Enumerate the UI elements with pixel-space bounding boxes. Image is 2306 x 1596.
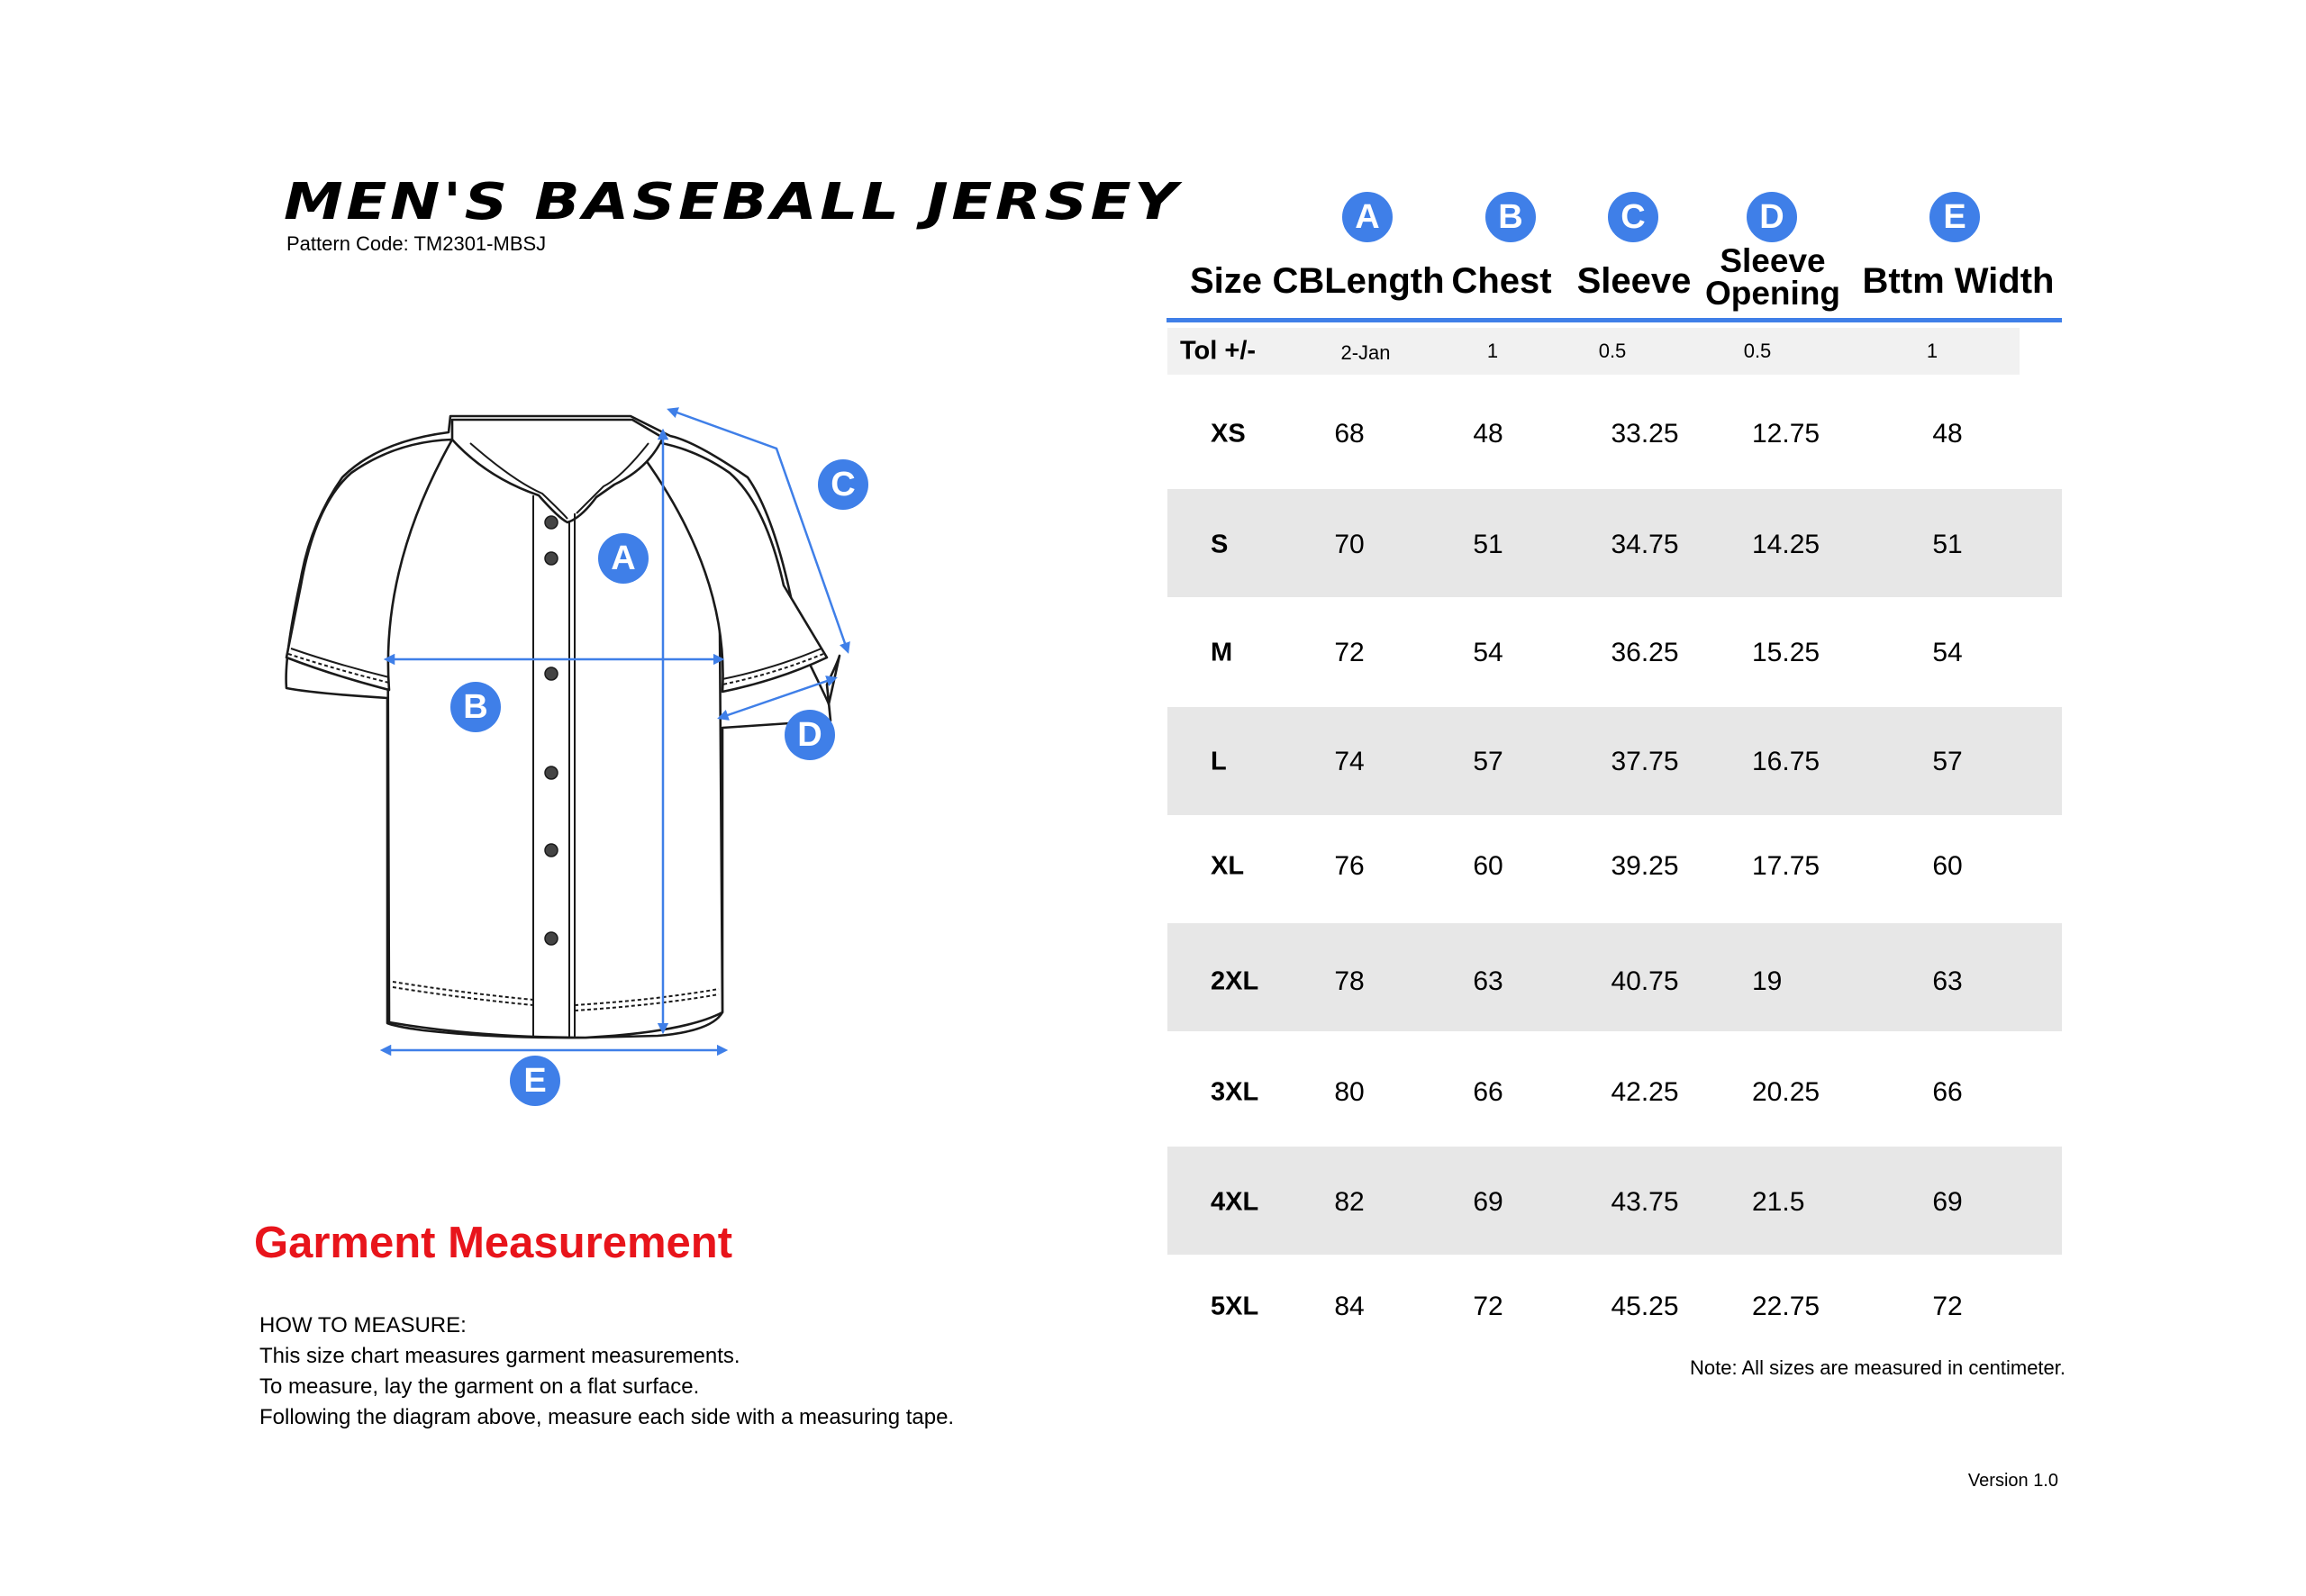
column-marker-d-icon: D xyxy=(1747,192,1797,242)
table-cell: 19 xyxy=(1752,966,1783,996)
pattern-code: Pattern Code: TM2301-MBSJ xyxy=(286,232,547,255)
column-header-size: Size xyxy=(1189,261,1263,301)
table-cell: 63 xyxy=(1932,966,1963,996)
table-cell: 57 xyxy=(1473,747,1503,776)
button-dot xyxy=(545,766,558,779)
howto-line: HOW TO MEASURE: xyxy=(259,1313,467,1338)
marker-d-icon: D xyxy=(785,710,835,760)
table-cell: 15.25 xyxy=(1752,638,1820,667)
howto-line: To measure, lay the garment on a flat surface. xyxy=(259,1374,700,1399)
table-cell: 16.75 xyxy=(1752,747,1820,776)
table-cell: 60 xyxy=(1932,851,1963,881)
table-cell: 51 xyxy=(1932,530,1963,559)
table-cell: 76 xyxy=(1334,851,1365,881)
table-cell: 68 xyxy=(1334,419,1365,449)
table-cell: 17.75 xyxy=(1752,851,1820,881)
column-header-sleeve: Sleeve xyxy=(1576,261,1692,301)
marker-a-icon: A xyxy=(598,533,649,584)
header-divider xyxy=(1167,318,2062,322)
column-header-sleeve-opening xyxy=(1704,242,1841,312)
table-cell: 82 xyxy=(1334,1187,1365,1217)
table-cell: 63 xyxy=(1473,966,1503,996)
table-cell: 57 xyxy=(1932,747,1963,776)
table-cell: 54 xyxy=(1473,638,1503,667)
column-marker-b-icon: B xyxy=(1485,192,1536,242)
tolerance-row-bg xyxy=(1167,328,2020,375)
table-cell: 34.75 xyxy=(1611,530,1679,559)
column-marker-e-icon: E xyxy=(1929,192,1980,242)
table-cell: 54 xyxy=(1932,638,1963,667)
tolerance-value: 1 xyxy=(1926,340,1938,362)
table-cell: 69 xyxy=(1473,1187,1503,1217)
column-marker-c-icon: C xyxy=(1608,192,1658,242)
tolerance-label: Tol +/- xyxy=(1180,336,1257,366)
size-label: L xyxy=(1211,747,1227,776)
table-cell: 45.25 xyxy=(1611,1292,1679,1321)
marker-b-icon: B xyxy=(450,682,501,732)
table-cell: 36.25 xyxy=(1611,638,1679,667)
howto-line: Following the diagram above, measure each side with a measuring tape. xyxy=(259,1405,955,1429)
tolerance-value: 0.5 xyxy=(1598,340,1627,362)
table-cell: 72 xyxy=(1473,1292,1503,1321)
column-header-chest: Chest xyxy=(1451,261,1552,301)
table-cell: 70 xyxy=(1334,530,1365,559)
table-cell: 74 xyxy=(1334,747,1365,776)
table-cell: 78 xyxy=(1334,966,1365,996)
version-label: Version 1.0 xyxy=(1967,1471,2058,1491)
table-cell: 33.25 xyxy=(1611,419,1679,449)
button-dot xyxy=(545,552,558,565)
table-cell: 66 xyxy=(1473,1077,1503,1107)
howto-line: This size chart measures garment measurements. xyxy=(259,1344,740,1368)
table-cell: 48 xyxy=(1473,419,1503,449)
button-dot xyxy=(545,516,558,529)
tolerance-value: 0.5 xyxy=(1743,340,1772,362)
size-label: S xyxy=(1211,530,1229,559)
table-cell: 84 xyxy=(1334,1292,1365,1321)
table-cell: 69 xyxy=(1932,1187,1963,1217)
table-cell: 51 xyxy=(1473,530,1503,559)
size-label: 2XL xyxy=(1211,966,1259,996)
button-dot xyxy=(545,667,558,680)
column-marker-a-icon: A xyxy=(1342,192,1393,242)
marker-c-icon: C xyxy=(818,459,868,510)
header-line: Opening xyxy=(1704,275,1841,312)
table-cell: 72 xyxy=(1932,1292,1963,1321)
table-cell: 39.25 xyxy=(1611,851,1679,881)
table-cell: 37.75 xyxy=(1611,747,1679,776)
table-cell: 42.25 xyxy=(1611,1077,1679,1107)
size-label: 5XL xyxy=(1211,1292,1259,1321)
table-cell: 14.25 xyxy=(1752,530,1820,559)
header-line: Sleeve xyxy=(1720,242,1826,279)
tolerance-value: 1 xyxy=(1486,340,1499,362)
how-to-measure xyxy=(259,1310,954,1433)
page-title: MEN'S BASEBALL JERSEY xyxy=(284,173,1181,231)
column-header-bttm-width: Bttm Width xyxy=(1862,261,2055,301)
table-cell: 80 xyxy=(1334,1077,1365,1107)
size-label: 3XL xyxy=(1211,1077,1259,1107)
size-label: XS xyxy=(1211,419,1246,449)
table-cell: 21.5 xyxy=(1752,1187,1805,1217)
tolerance-value: 2-Jan xyxy=(1340,341,1391,364)
size-label: M xyxy=(1211,638,1233,667)
table-cell: 22.75 xyxy=(1752,1292,1820,1321)
table-cell: 72 xyxy=(1334,638,1365,667)
column-header-cblength: CBLength xyxy=(1272,261,1445,301)
measurement-note: Note: All sizes are measured in centimeter. xyxy=(1690,1356,2065,1379)
size-label: 4XL xyxy=(1211,1187,1259,1217)
size-label: XL xyxy=(1211,851,1245,881)
table-cell: 20.25 xyxy=(1752,1077,1820,1107)
marker-e-icon: E xyxy=(510,1056,560,1106)
table-cell: 12.75 xyxy=(1752,419,1820,449)
table-cell: 60 xyxy=(1473,851,1503,881)
table-cell: 66 xyxy=(1932,1077,1963,1107)
button-dot xyxy=(545,932,558,945)
table-cell: 43.75 xyxy=(1611,1187,1679,1217)
table-cell: 48 xyxy=(1932,419,1963,449)
button-dot xyxy=(545,844,558,857)
garment-measurement-heading: Garment Measurement xyxy=(254,1219,733,1267)
table-cell: 40.75 xyxy=(1611,966,1679,996)
